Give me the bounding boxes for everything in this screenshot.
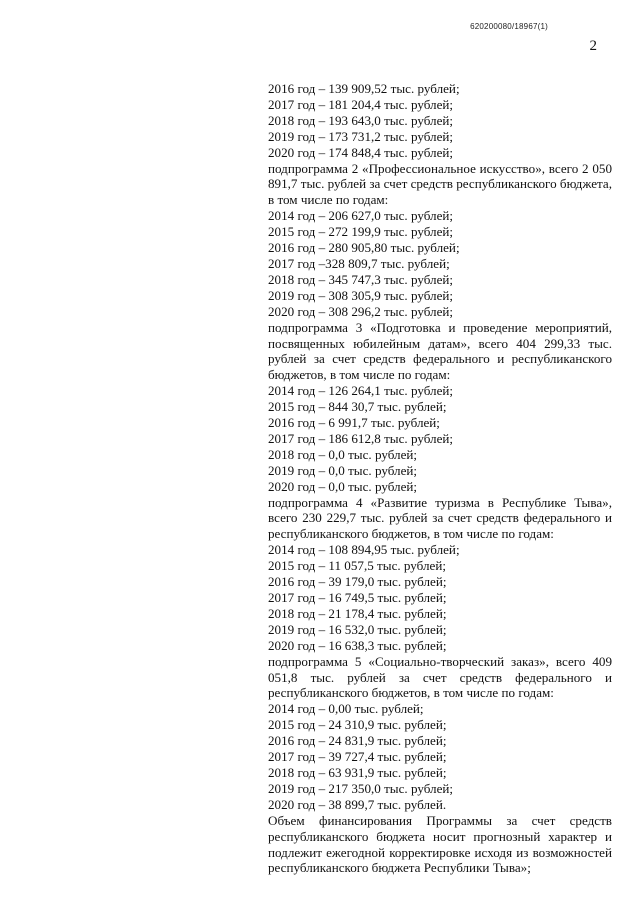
funding-line: 2020 год – 308 296,2 тыс. рублей; — [268, 303, 454, 319]
funding-line: 2015 год – 24 310,9 тыс. рублей; — [268, 717, 447, 733]
funding-line: 2017 год – 186 612,8 тыс. рублей; — [268, 430, 454, 446]
funding-line: 2016 год – 6 991,7 тыс. рублей; — [268, 415, 440, 431]
funding-line: 2014 год – 108 894,95 тыс. рублей; — [268, 542, 460, 558]
funding-line: 2018 год – 345 747,3 тыс. рублей; — [268, 271, 454, 287]
funding-line: 2020 год – 16 638,3 тыс. рублей; — [268, 637, 447, 653]
funding-line: 2018 год – 63 931,9 тыс. рублей; — [268, 764, 447, 780]
subprogram-3-intro: подпрограмма 3 «Подготовка и проведение мероприятий, посвященных юбилейным датам», всего 404 299,33 тыс. рублей за счет средств федерального и республиканского бюджетов, в том числе по годам: — [268, 319, 612, 383]
subprogram-2-intro: подпрограмма 2 «Профессиональное искусство», всего 2 050 891,7 тыс. рублей за счет средств республиканского бюджета, в том числе по годам: — [268, 160, 612, 208]
funding-line: 2015 год – 844 30,7 тыс. рублей; — [268, 399, 447, 415]
funding-line: 2016 год – 280 905,80 тыс. рублей; — [268, 240, 460, 256]
closing-paragraph: Объем финансирования Программы за счет средств республиканского бюджета носит прогнозный характер и подлежит ежегодной корректировке исходя из возможностей республиканского бюджета Республики Тыва»; — [268, 812, 612, 876]
funding-line: 2018 год – 0,0 тыс. рублей; — [268, 446, 418, 462]
funding-line: 2017 год – 39 727,4 тыс. рублей; — [268, 749, 447, 765]
page-number: 2 — [589, 38, 597, 54]
funding-line: 2019 год – 173 731,2 тыс. рублей; — [268, 128, 454, 144]
subprogram-4-intro: подпрограмма 4 «Развитие туризма в Республике Тыва», всего 230 229,7 тыс. рублей за счет средств федерального и республиканского бюджетов, в том числе по годам: — [268, 494, 612, 542]
funding-line: 2016 год – 39 179,0 тыс. рублей; — [268, 574, 447, 590]
subprogram-5-intro: подпрограмма 5 «Социально-творческий заказ», всего 409 051,8 тыс. рублей за счет средств федерального и республиканского бюджетов, в том числе по годам: — [268, 653, 612, 701]
funding-line: 2016 год – 139 909,52 тыс. рублей; — [268, 81, 460, 96]
funding-line: 2017 год –328 809,7 тыс. рублей; — [268, 255, 450, 271]
funding-line: 2019 год – 0,0 тыс. рублей; — [268, 462, 418, 478]
funding-line: 2017 год – 181 204,4 тыс. рублей; — [268, 96, 454, 112]
funding-line: 2019 год – 217 350,0 тыс. рублей; — [268, 780, 454, 796]
funding-line: 2014 год – 126 264,1 тыс. рублей; — [268, 383, 454, 399]
funding-line: 2014 год – 0,00 тыс. рублей; — [268, 701, 424, 717]
funding-line: 2015 год – 11 057,5 тыс. рублей; — [268, 558, 446, 574]
funding-line: 2020 год – 174 848,4 тыс. рублей; — [268, 144, 454, 160]
funding-line: 2019 год – 16 532,0 тыс. рублей; — [268, 621, 447, 637]
funding-line: 2020 год – 38 899,7 тыс. рублей. — [268, 796, 447, 812]
funding-line: 2016 год – 24 831,9 тыс. рублей; — [268, 733, 447, 749]
document-body — [268, 81, 612, 876]
funding-line: 2018 год – 193 643,0 тыс. рублей; — [268, 112, 454, 128]
funding-line: 2020 год – 0,0 тыс. рублей; — [268, 478, 418, 494]
funding-line: 2015 год – 272 199,9 тыс. рублей; — [268, 224, 454, 240]
funding-line: 2017 год – 16 749,5 тыс. рублей; — [268, 590, 447, 605]
document-code: 620200080/18967(1) — [470, 22, 548, 31]
funding-line: 2019 год – 308 305,9 тыс. рублей; — [268, 287, 454, 303]
funding-line: 2018 год – 21 178,4 тыс. рублей; — [268, 605, 447, 621]
funding-line: 2014 год – 206 627,0 тыс. рублей; — [268, 208, 454, 224]
